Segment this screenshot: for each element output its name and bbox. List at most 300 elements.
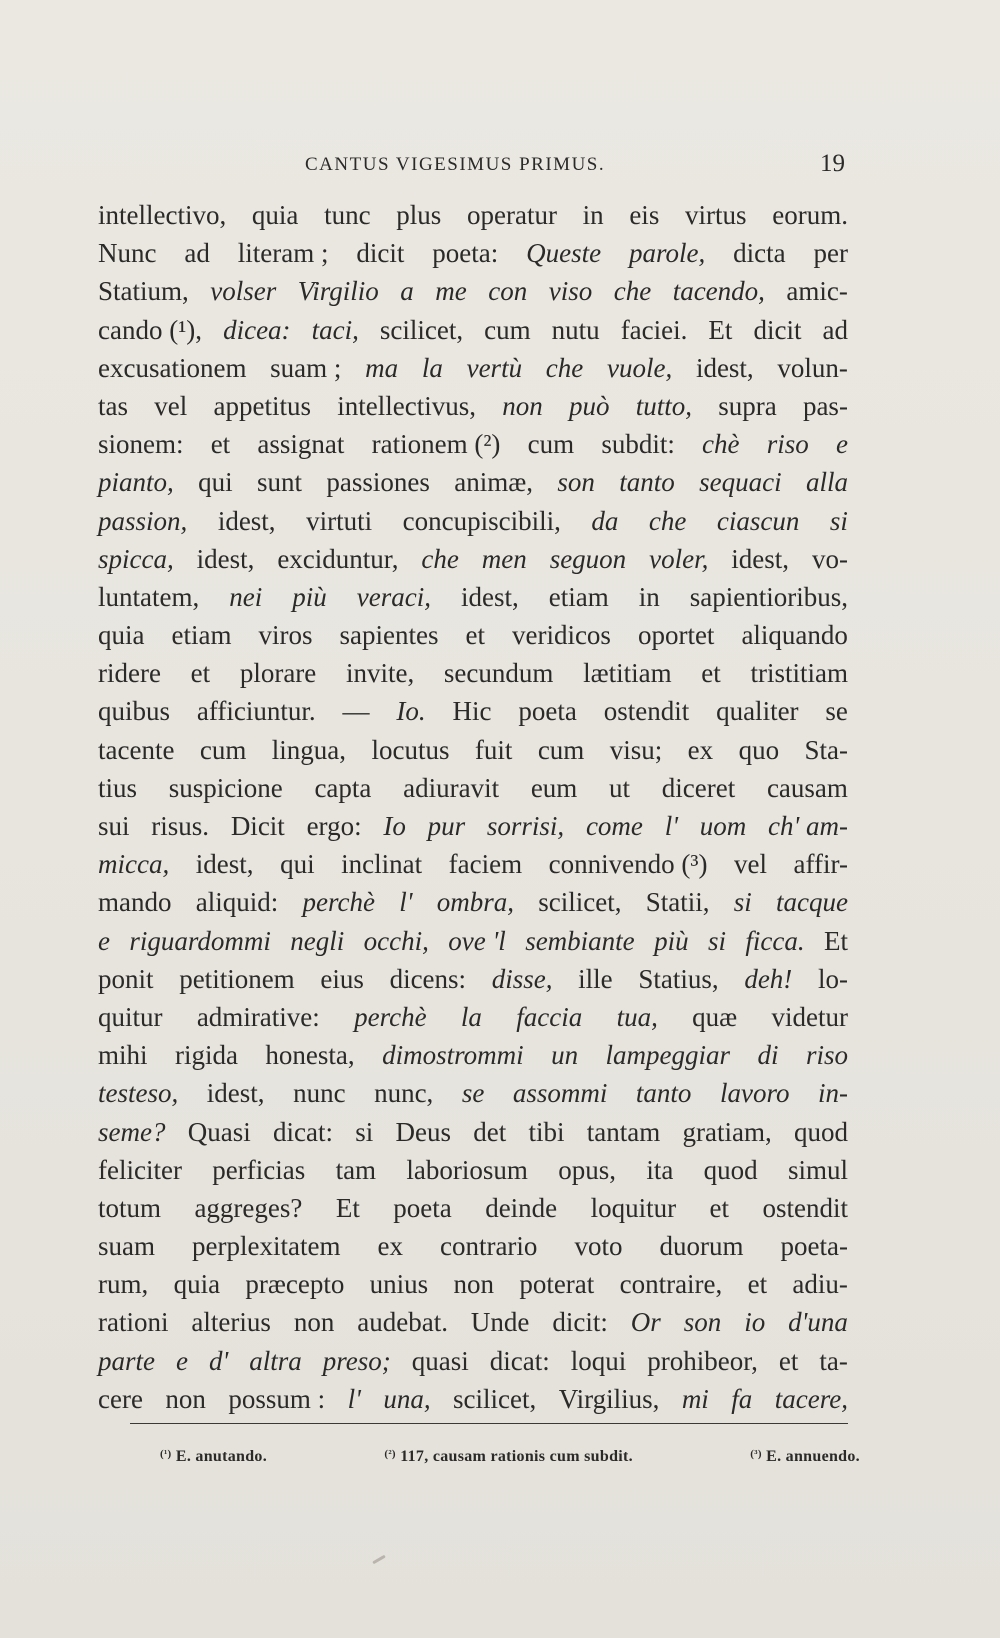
footnote xyxy=(384,1448,633,1466)
italic-word: viso xyxy=(548,276,593,307)
word: plus xyxy=(396,200,442,230)
footnote-marker: (²) xyxy=(384,1448,396,1460)
word: tam xyxy=(335,1154,377,1185)
word: luntatem, xyxy=(98,581,200,612)
word: et xyxy=(778,1345,799,1376)
italic-word: ombra, xyxy=(436,887,515,918)
word: deinde xyxy=(485,1192,558,1223)
italic-word: negli xyxy=(290,925,345,956)
word: pas- xyxy=(802,390,848,421)
word: duorum xyxy=(659,1231,744,1262)
text-line xyxy=(98,769,848,807)
word: connivendo (³) xyxy=(548,849,708,880)
word: ostendit xyxy=(603,696,690,727)
word: sui xyxy=(98,811,130,841)
word: quia xyxy=(251,200,299,230)
italic-word: son xyxy=(683,1307,722,1338)
italic-word: testeso, xyxy=(98,1078,179,1109)
word: locutus xyxy=(371,734,450,765)
word: nunc, xyxy=(374,1078,434,1109)
italic-word: seme? xyxy=(98,1116,166,1147)
word: idest, xyxy=(731,543,790,574)
italic-word: taci, xyxy=(311,314,359,345)
word: Statii, xyxy=(645,887,710,918)
body-text xyxy=(98,196,848,1418)
italic-word: ciascun xyxy=(716,505,800,536)
word: totum xyxy=(98,1192,162,1223)
italic-word: ch' am- xyxy=(768,811,848,841)
footnote-rule xyxy=(130,1423,848,1424)
text-line xyxy=(98,502,848,540)
word: quod xyxy=(703,1154,758,1185)
word: vel xyxy=(734,849,767,880)
word: et xyxy=(190,658,211,689)
word: et xyxy=(210,429,231,460)
text-line xyxy=(98,1380,848,1418)
word: perficias xyxy=(212,1154,306,1185)
word: in xyxy=(638,581,660,612)
word: suam ; xyxy=(270,352,342,383)
italic-word: pianto, xyxy=(98,467,174,498)
italic-word: che xyxy=(648,505,687,536)
word: si xyxy=(355,1116,374,1147)
word: et xyxy=(701,658,721,689)
text-line xyxy=(98,1342,848,1380)
italic-word: in- xyxy=(818,1078,848,1109)
italic-word: tanto xyxy=(635,1078,692,1109)
word: cum xyxy=(527,429,575,460)
word: dicat: xyxy=(272,1116,333,1147)
word: quæ xyxy=(692,1001,738,1032)
italic-word: l' xyxy=(347,1383,361,1414)
text-line xyxy=(98,845,848,883)
italic-word: tacque xyxy=(776,887,848,918)
italic-word: tacendo, xyxy=(672,276,765,307)
footnote-text: E. anutando. xyxy=(175,1448,268,1465)
word: tibi xyxy=(528,1116,565,1147)
text-line xyxy=(98,807,848,845)
word: scilicet, xyxy=(379,314,464,345)
footnote xyxy=(750,1448,860,1466)
word: alterius xyxy=(191,1307,271,1338)
word: per xyxy=(813,238,848,269)
word: Virgilius, xyxy=(558,1383,660,1414)
italic-word: dimostrommi xyxy=(382,1040,524,1071)
word: aliquid: xyxy=(195,887,279,918)
page-number: 19 xyxy=(820,150,845,177)
word: vel xyxy=(154,390,188,421)
italic-word: fa xyxy=(731,1383,753,1414)
word: diceret xyxy=(661,772,736,803)
text-line xyxy=(98,311,848,349)
italic-word: ove 'l xyxy=(448,925,506,956)
word: perplexitatem xyxy=(192,1231,341,1262)
text-line xyxy=(98,883,848,921)
italic-word: tutto, xyxy=(635,390,692,421)
word: subdit: xyxy=(601,429,675,460)
italic-word: sorrisi, xyxy=(486,811,565,841)
word: veridicos xyxy=(511,620,611,651)
word: Dicit xyxy=(230,811,285,841)
footnote-text: 117, causam rationis cum subdit. xyxy=(400,1448,633,1465)
word: passiones xyxy=(326,467,430,498)
italic-word: e xyxy=(176,1345,188,1376)
word: idest, xyxy=(695,352,754,383)
word: Statium, xyxy=(98,276,189,307)
word: loqui xyxy=(570,1345,627,1376)
word: tacente xyxy=(98,734,175,765)
word: Nunc xyxy=(98,238,157,269)
word: petitionem xyxy=(179,963,295,994)
text-line xyxy=(98,349,848,387)
italic-word: vuole, xyxy=(606,352,673,383)
footnote-marker: (³) xyxy=(750,1448,762,1460)
word: adiuravit xyxy=(403,772,500,803)
italic-word: nei xyxy=(229,581,263,612)
word: adiu- xyxy=(792,1269,848,1300)
word: visu; xyxy=(609,734,663,765)
italic-word: a xyxy=(400,276,414,307)
text-line xyxy=(98,616,848,654)
italic-word: si xyxy=(829,505,848,536)
word: opus, xyxy=(558,1154,616,1185)
italic-word: la xyxy=(460,1001,482,1032)
word: possum : xyxy=(228,1383,326,1414)
footnote-text: E. annuendo. xyxy=(766,1448,860,1465)
word: dicat: xyxy=(489,1345,550,1376)
italic-word: con xyxy=(488,276,528,307)
italic-word: lampeggiar xyxy=(605,1040,731,1071)
italic-word: perchè xyxy=(354,1001,427,1032)
word: scilicet, xyxy=(538,887,622,918)
word: ridere xyxy=(98,658,161,689)
italic-word: faccia xyxy=(516,1001,583,1032)
italic-word: occhi, xyxy=(363,925,429,956)
word: ille xyxy=(578,963,613,994)
running-head xyxy=(100,150,845,190)
italic-word: come xyxy=(585,811,643,841)
word: ponit xyxy=(98,963,154,994)
italic-word: non xyxy=(502,390,543,421)
word: ta- xyxy=(819,1345,848,1376)
text-line xyxy=(98,1151,848,1189)
italic-word: men xyxy=(481,543,527,574)
word: nutu xyxy=(551,314,600,345)
italic-word: preso; xyxy=(322,1345,391,1376)
word: idest, xyxy=(195,849,254,880)
word: tristitiam xyxy=(750,658,848,689)
italic-word: Io. xyxy=(396,696,426,727)
italic-word: io xyxy=(744,1307,766,1338)
word: rum, xyxy=(98,1269,149,1300)
text-line xyxy=(98,1036,848,1074)
word: rigida xyxy=(174,1040,238,1071)
word: animæ, xyxy=(454,467,533,498)
word: quia xyxy=(98,620,145,651)
text-line xyxy=(98,425,848,463)
word: ad xyxy=(822,314,848,345)
italic-word: micca, xyxy=(98,849,170,880)
text-line xyxy=(98,387,848,425)
word: exciduntur, xyxy=(277,543,399,574)
italic-word: che xyxy=(613,276,652,307)
italic-word: assommi xyxy=(512,1078,608,1109)
word: Statius, xyxy=(638,963,719,994)
italic-word: Or xyxy=(630,1307,661,1338)
word: non xyxy=(165,1383,206,1414)
word: amic- xyxy=(786,276,848,307)
text-line xyxy=(98,1227,848,1265)
word: Quasi xyxy=(187,1116,251,1147)
italic-word: e xyxy=(835,429,848,460)
word: et xyxy=(465,620,485,651)
word: tunc xyxy=(324,200,371,230)
word: poeta xyxy=(393,1192,452,1223)
italic-word: ficca. xyxy=(745,925,805,956)
word: Deus xyxy=(395,1116,451,1147)
word: etiam xyxy=(171,620,232,651)
text-line xyxy=(98,1303,848,1341)
text-line xyxy=(98,731,848,769)
word: poeta xyxy=(518,696,577,727)
italic-word: può xyxy=(568,390,610,421)
word: lætitiam xyxy=(583,658,672,689)
italic-word: sequaci xyxy=(699,467,782,498)
word: feliciter xyxy=(98,1154,182,1185)
word: invite, xyxy=(345,658,415,689)
word: capta xyxy=(314,772,372,803)
word: laboriosum xyxy=(406,1154,528,1185)
word: eis xyxy=(629,200,660,230)
word: rationem (²) xyxy=(371,429,501,460)
word: cere xyxy=(98,1383,143,1414)
italic-word: l' xyxy=(399,887,413,918)
word: Et xyxy=(335,1192,360,1223)
word: loquitur xyxy=(590,1192,677,1223)
ink-mark xyxy=(372,1555,386,1565)
italic-word: e xyxy=(98,925,110,956)
word: quod xyxy=(793,1116,848,1147)
word: non xyxy=(293,1307,335,1338)
word: idest, xyxy=(206,1078,265,1109)
word: ergo: xyxy=(306,811,362,841)
word: afficiuntur. xyxy=(196,696,316,727)
italic-word: veraci, xyxy=(356,581,431,612)
word: eum xyxy=(530,772,578,803)
word: concupiscibili, xyxy=(402,505,561,536)
text-line xyxy=(98,1113,848,1151)
word: Et xyxy=(708,314,733,345)
italic-word: deh! xyxy=(744,963,793,994)
word: poeta: xyxy=(432,238,499,269)
word: honesta, xyxy=(265,1040,355,1071)
word: plorare xyxy=(239,658,317,689)
word: faciem xyxy=(448,849,523,880)
italic-word: d' xyxy=(208,1345,229,1376)
italic-word: che xyxy=(545,352,584,383)
text-line xyxy=(98,540,848,578)
text-line xyxy=(98,1265,848,1303)
word: excusationem xyxy=(98,352,247,383)
word: tas xyxy=(98,390,128,421)
text-line xyxy=(98,692,848,730)
word: Et xyxy=(824,925,848,956)
text-line xyxy=(98,196,848,234)
text-line xyxy=(98,272,848,310)
italic-word: me xyxy=(435,276,467,307)
text-line xyxy=(98,654,848,692)
word: contrario xyxy=(439,1231,538,1262)
italic-word: un xyxy=(551,1040,579,1071)
word: poterat xyxy=(519,1269,595,1300)
word: præcepto xyxy=(245,1269,345,1300)
word: causam xyxy=(766,772,848,803)
italic-word: mi xyxy=(681,1383,709,1414)
word: aggreges? xyxy=(194,1192,303,1223)
word: intellectivus, xyxy=(337,390,476,421)
word: prohibeor, xyxy=(647,1345,758,1376)
word: Unde xyxy=(470,1307,530,1338)
italic-word: son xyxy=(557,467,595,498)
word: dicit: xyxy=(552,1307,608,1338)
italic-word: lavoro xyxy=(719,1078,790,1109)
word: idest, xyxy=(460,581,519,612)
word: faciei. xyxy=(620,314,688,345)
italic-word: uom xyxy=(699,811,747,841)
italic-word: se xyxy=(461,1078,485,1109)
word: aliquando xyxy=(741,620,848,651)
word: mihi xyxy=(98,1040,148,1071)
italic-word: seguon xyxy=(549,543,627,574)
word: inclinat xyxy=(341,849,423,880)
word: virtus xyxy=(685,200,747,230)
word: virtuti xyxy=(306,505,373,536)
word: dicens: xyxy=(389,963,467,994)
italic-word: più xyxy=(654,925,689,956)
word: suspicione xyxy=(168,772,283,803)
italic-word: alla xyxy=(805,467,848,498)
word: dicit xyxy=(753,314,802,345)
word: quia xyxy=(173,1269,221,1300)
word: videtur xyxy=(771,1001,848,1032)
word: gratiam, xyxy=(682,1116,772,1147)
word: se xyxy=(825,696,848,727)
word: cum xyxy=(484,314,531,345)
word: ita xyxy=(646,1154,674,1185)
word: det xyxy=(473,1116,507,1147)
text-line xyxy=(98,1189,848,1227)
italic-word: volser xyxy=(210,276,277,307)
word: ad xyxy=(184,238,210,269)
italic-word: passion, xyxy=(98,505,188,536)
italic-word: Io xyxy=(383,811,406,841)
word: et xyxy=(747,1269,768,1300)
word: operatur xyxy=(466,200,557,230)
word: vo- xyxy=(811,543,848,574)
italic-word: da xyxy=(591,505,619,536)
word: scilicet, xyxy=(453,1383,537,1414)
italic-word: tacere, xyxy=(774,1383,848,1414)
italic-word: disse, xyxy=(491,963,553,994)
italic-word: che xyxy=(421,543,459,574)
word: sionem: xyxy=(98,429,184,460)
word: cum xyxy=(199,734,247,765)
word: sapientes xyxy=(339,620,439,651)
word: qui xyxy=(198,467,233,498)
word: in xyxy=(582,200,604,230)
text-line xyxy=(98,463,848,501)
word: voto xyxy=(574,1231,623,1262)
italic-word: altra xyxy=(249,1345,302,1376)
word: non xyxy=(453,1269,494,1300)
italic-word: pur xyxy=(427,811,466,841)
italic-word: l' xyxy=(664,811,678,841)
word: intellectivo, xyxy=(98,200,227,230)
word: lingua, xyxy=(271,734,347,765)
word: quo xyxy=(738,734,780,765)
word: ex xyxy=(377,1231,403,1262)
word: eius xyxy=(320,963,364,994)
word: qui xyxy=(280,849,315,880)
word: poeta- xyxy=(780,1231,848,1262)
word: unius xyxy=(369,1269,429,1300)
italic-word: sembiante xyxy=(525,925,635,956)
text-line xyxy=(98,960,848,998)
word: lo- xyxy=(817,963,848,994)
word: sapientioribus, xyxy=(689,581,848,612)
word: ex xyxy=(687,734,714,765)
word: nunc xyxy=(293,1078,346,1109)
word: simul xyxy=(787,1154,848,1185)
text-line xyxy=(98,998,848,1036)
word: volun- xyxy=(777,352,848,383)
word: quibus xyxy=(98,696,171,727)
word: cum xyxy=(537,734,585,765)
italic-word: di xyxy=(757,1040,779,1071)
italic-word: si xyxy=(733,887,752,918)
word: eorum. xyxy=(772,200,848,230)
word: dicit xyxy=(356,238,405,269)
text-line xyxy=(98,1074,848,1112)
word: sunt xyxy=(257,467,303,498)
word: Sta- xyxy=(804,734,848,765)
word: cando (¹), xyxy=(98,314,203,345)
italic-word: si xyxy=(707,925,726,956)
italic-word: dicea: xyxy=(223,314,291,345)
word: idest, xyxy=(196,543,255,574)
word: literam ; xyxy=(237,238,329,269)
word: oportet xyxy=(637,620,715,651)
word: suam xyxy=(98,1231,155,1262)
word: contraire, xyxy=(619,1269,723,1300)
word: tantam xyxy=(586,1116,661,1147)
footnote xyxy=(160,1448,267,1466)
text-line xyxy=(98,234,848,272)
italic-word: riso xyxy=(805,1040,848,1071)
footnotes xyxy=(160,1448,860,1466)
word: risus. xyxy=(151,811,210,841)
italic-word: voler, xyxy=(649,543,709,574)
word: etiam xyxy=(548,581,609,612)
word: Hic xyxy=(452,696,492,727)
word: qualiter xyxy=(716,696,799,727)
word: secundum xyxy=(443,658,554,689)
italic-word: la xyxy=(421,352,443,383)
word: et xyxy=(709,1192,730,1223)
word: appetitus xyxy=(213,390,311,421)
word: affir- xyxy=(793,849,848,880)
word: — xyxy=(342,696,370,727)
